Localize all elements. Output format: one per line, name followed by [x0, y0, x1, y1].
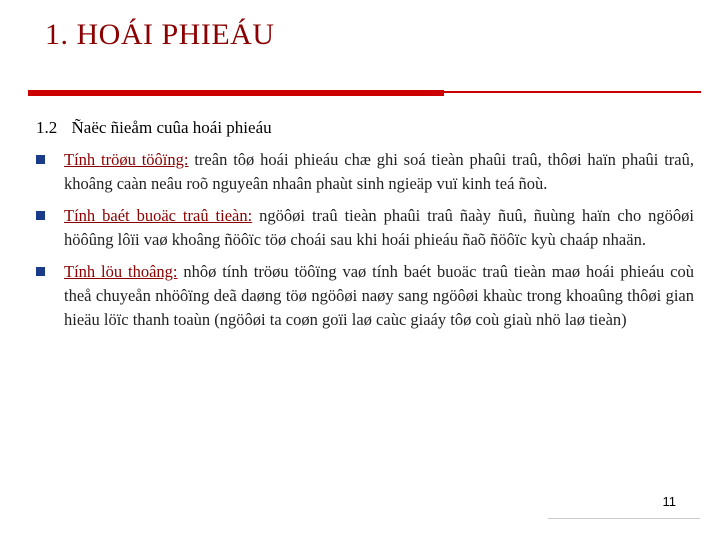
slide-title: 1. HOÁI PHIEÁU — [45, 18, 275, 51]
bullet-term: Tính löu thoâng: — [64, 262, 178, 281]
bullet-item — [36, 148, 694, 196]
bullet-item — [36, 260, 694, 332]
bullet-text: treân tôø hoái phieáu chæ ghi soá tieàn phaûi traû, thôøi haïn phaûi traû, khoâng caàn neâu roõ nguyeân nhaân phaùt sinh ngieäp vuï kinh teá ñoù. — [64, 150, 694, 193]
section-subheading — [36, 118, 272, 138]
bullet-text: nhôø tính tröøu töôïng vaø tính baét buoäc traû tieàn maø hoái phieáu coù theå chuyeån nhöôïng deã daøng töø ngöôøi naøy sang ngöôøi khaùc trong khoaûng thôøi gian hieäu löïc thanh toaùn (ngöôøi ta coøn goïi laø caùc giaáy tôø coù giaù nhö laø tieàn) — [64, 262, 694, 329]
bullet-term: Tính tröøu töôïng: — [64, 150, 189, 169]
footer-divider — [548, 518, 700, 519]
bullet-list — [36, 148, 694, 340]
square-bullet-icon — [36, 155, 45, 164]
square-bullet-icon — [36, 211, 45, 220]
section-heading-text: Ñaëc ñieåm cuûa hoái phieáu — [71, 118, 272, 137]
title-underline-line — [444, 91, 701, 93]
page-number: 11 — [662, 494, 676, 509]
bullet-item — [36, 204, 694, 252]
title-underline-bar — [28, 90, 444, 96]
section-number: 1.2 — [36, 118, 58, 137]
square-bullet-icon — [36, 267, 45, 276]
bullet-term: Tính baét buoäc traû tieàn: — [64, 206, 253, 225]
bullet-text: ngöôøi traû tieàn phaûi traû ñaày ñuû, ñuùng haïn cho ngöôøi höôûng lôïi vaø khoâng ñöôïc töø choái sau khi hoái phieáu ñaõ ñöôïc kyù chaáp nhaän. — [64, 206, 695, 249]
